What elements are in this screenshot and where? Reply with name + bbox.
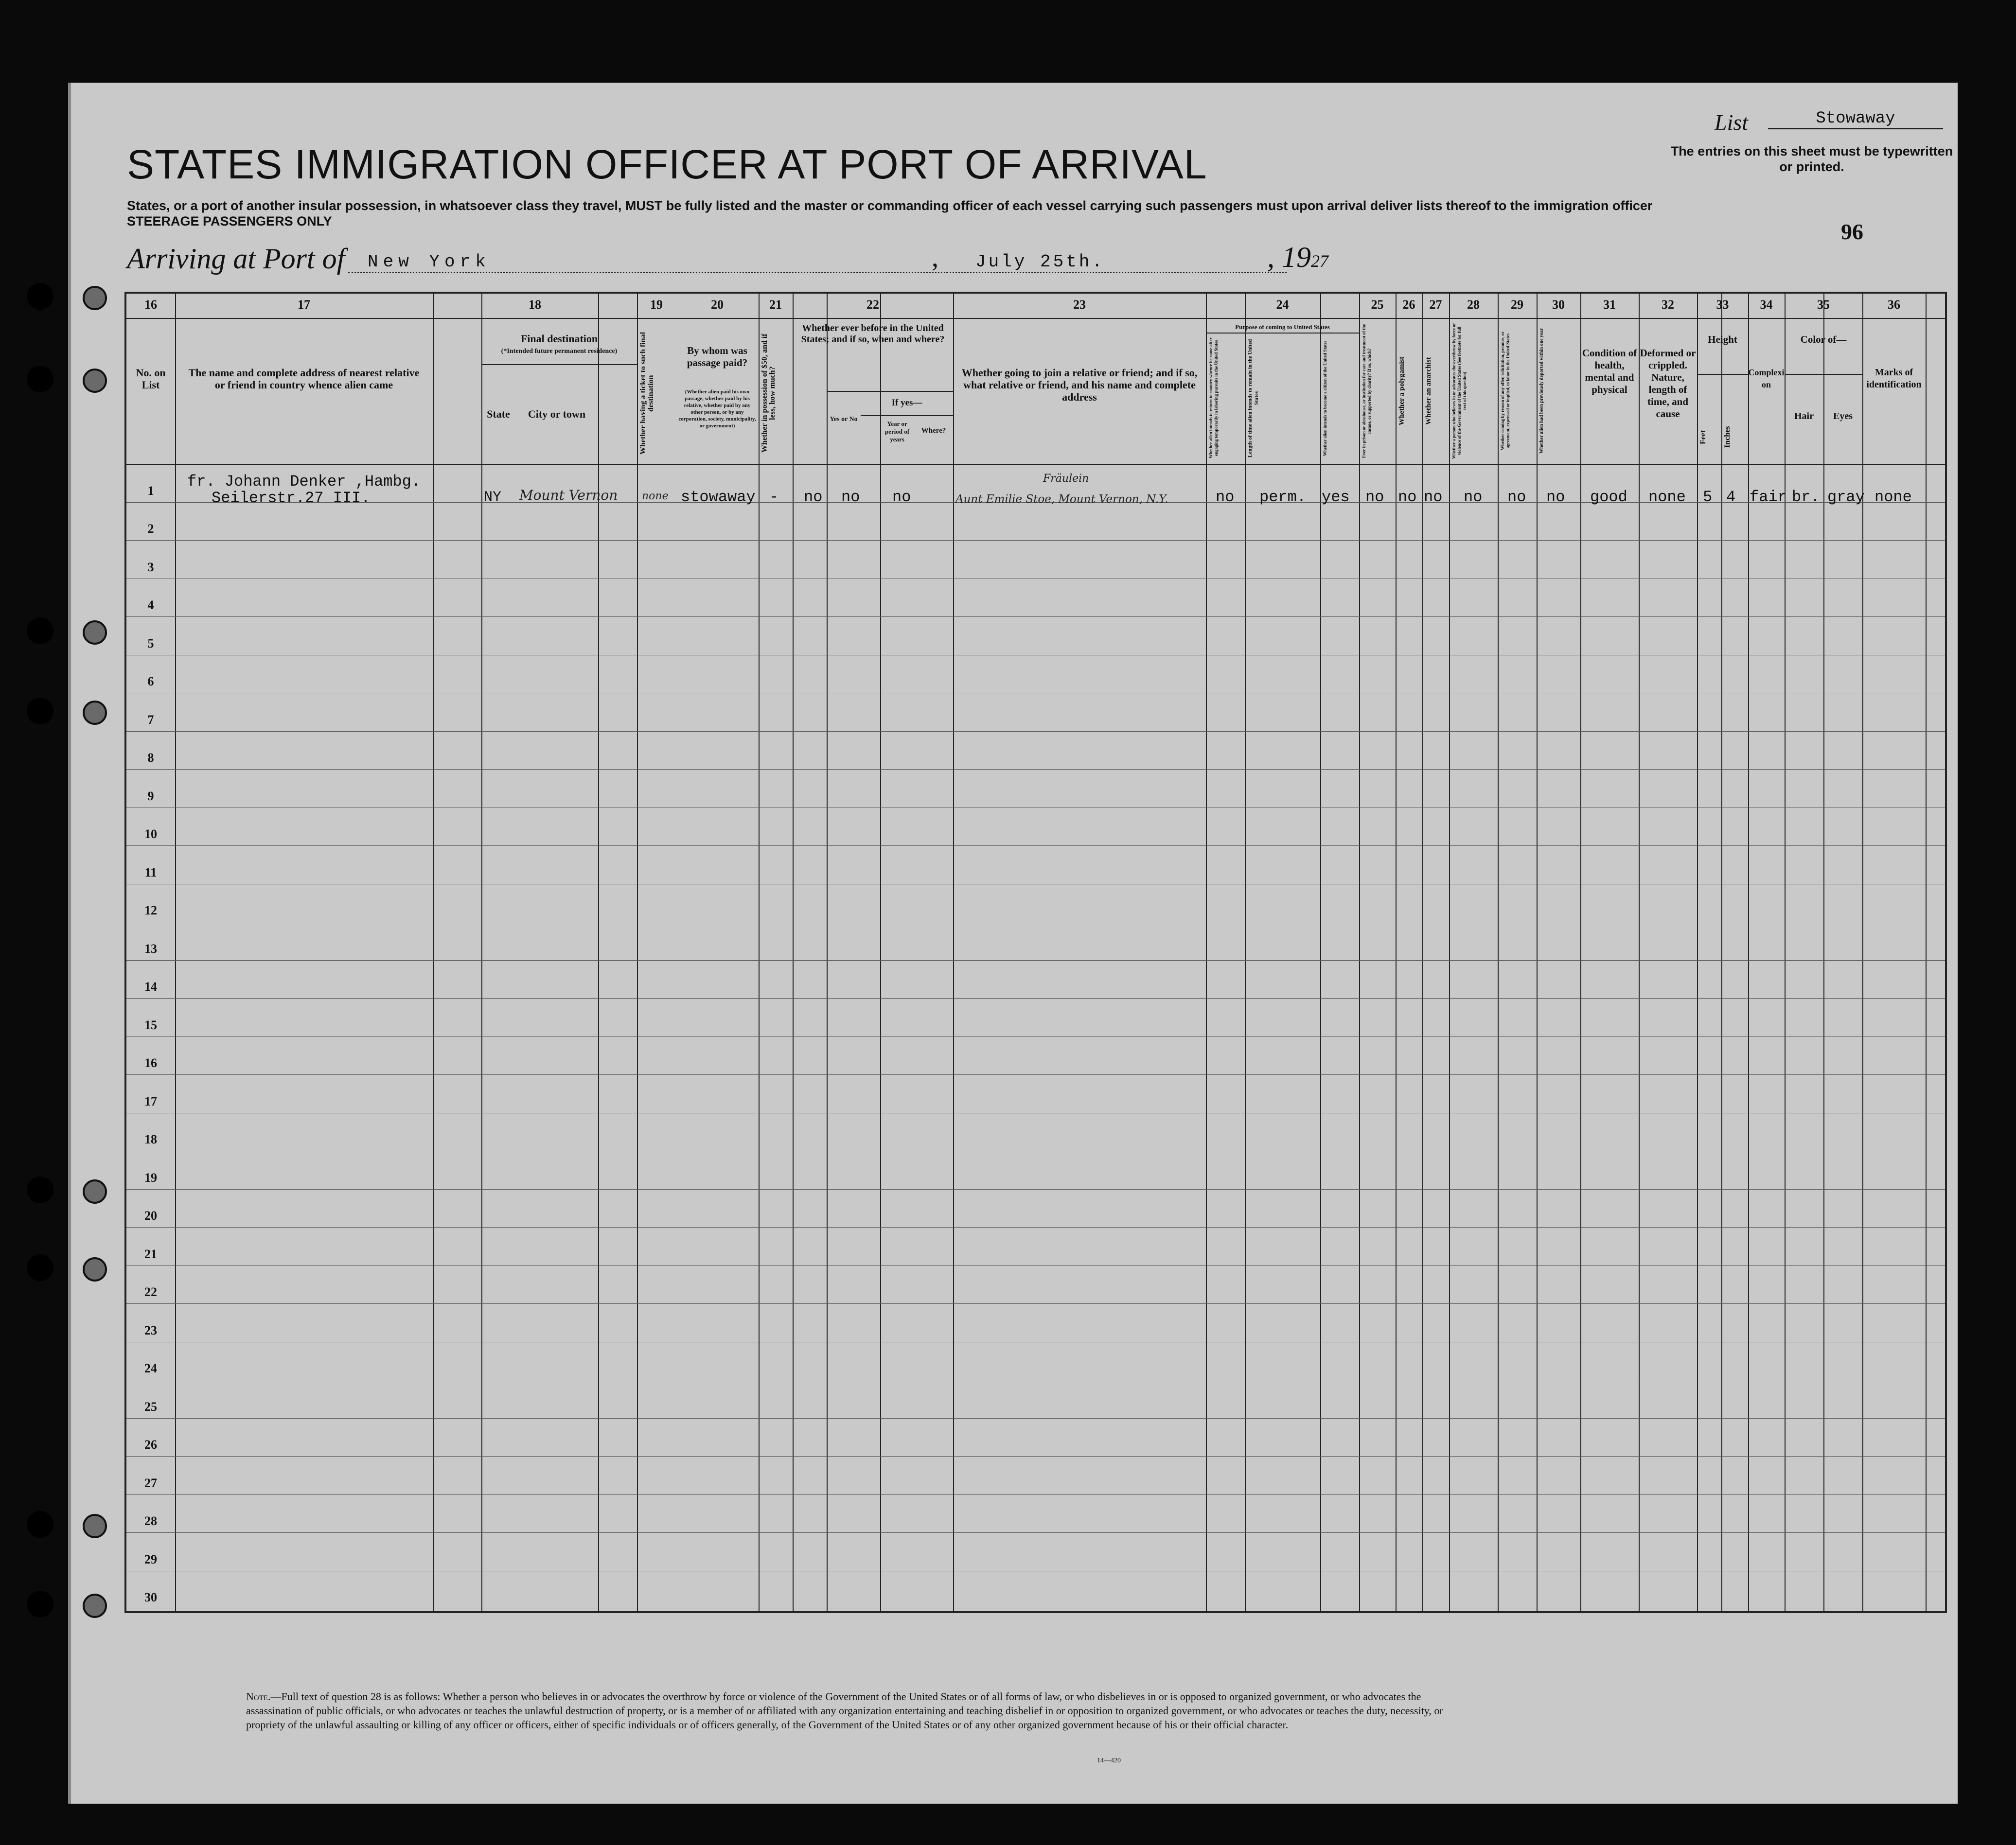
sheet-number: 96	[1841, 219, 1863, 244]
entry-relative-line1: fr. Johann Denker ,Hambg.	[187, 473, 421, 491]
colnum-21: 21	[769, 298, 782, 312]
header-anarchist: Whether an anarchist	[1425, 357, 1432, 425]
header-polygamist: Whether a polygamist	[1398, 356, 1406, 425]
header-passage-paid-note: (Whether alien paid his own passage, whether paid by his relative, whether paid by any other person, or by any corporation, society, municipality, or government)	[678, 389, 756, 429]
entry-marks: none	[1875, 488, 1912, 506]
colnum-19: 19	[650, 298, 663, 312]
col-divider	[1206, 294, 1207, 1611]
col-divider	[1823, 294, 1824, 1611]
header-yes-no: Yes or No	[830, 416, 858, 423]
col-divider	[1422, 294, 1423, 1611]
col-divider	[1580, 294, 1581, 1611]
colnum-29: 29	[1511, 298, 1523, 312]
colnum-25: 25	[1371, 298, 1384, 312]
row-number: 15	[144, 1018, 157, 1032]
header-q28: Whether a person who believes in or advocates the overthrow by force or violence of the Government of the United States (See footnote for full text of this question)	[1451, 323, 1467, 459]
footnote	[246, 1689, 1452, 1732]
colnum-27: 27	[1429, 298, 1442, 312]
row-number: 24	[144, 1361, 157, 1375]
row-number: 13	[144, 941, 157, 956]
port-value: New York	[348, 252, 951, 273]
row-number: 25	[144, 1399, 157, 1414]
entry-q29: no	[1507, 488, 1526, 506]
entry-before-yes-no: no	[804, 488, 823, 506]
footnote-label: Note.	[246, 1690, 271, 1703]
row-line	[126, 731, 1945, 732]
header-if-yes: If yes—	[891, 398, 922, 408]
list-instructions: The entries on this sheet must be typewritten or printed.	[1670, 144, 1953, 174]
separator-comma: ,	[932, 243, 938, 273]
header-feet: Feet	[1699, 430, 1707, 444]
header-purpose: Purpose of coming to United States	[1235, 323, 1330, 331]
header-join-relative: Whether going to join a relative or friend; and if so, what relative or friend, and his name and complete address	[961, 367, 1198, 403]
entry-hair: br.	[1792, 488, 1820, 506]
page-title: STATES IMMIGRATION OFFICER AT PORT OF ARRIVAL	[127, 141, 1207, 187]
colnum-24: 24	[1276, 298, 1289, 312]
instructions-text: States, or a port of another insular possession, in whatsoever class they travel, MUST be fully listed and the master or commanding officer of each vessel carrying such passengers must upon arrival deliver lists thereof to the immigration officer	[127, 198, 1653, 213]
header-prison: Ever in prison or almshouse, or institution for care and treatment of the insane, or supported by charity? If so, which?	[1362, 324, 1372, 458]
binder-hole	[27, 366, 53, 392]
binder-ring	[83, 369, 107, 393]
list-label: List	[1715, 110, 1749, 135]
header-complexion: Complexion	[1748, 368, 1785, 389]
colnum-31: 31	[1603, 298, 1616, 312]
row-line	[126, 540, 1945, 541]
row-number: 26	[144, 1438, 157, 1452]
row-number: 6	[147, 674, 154, 688]
header-ticket: Whether having a ticket to such final destination	[639, 332, 655, 455]
binder-ring	[83, 286, 107, 310]
row-number: 16	[144, 1056, 157, 1070]
header-before-in-us: Whether ever before in the United States; and if so, when and where?	[801, 323, 945, 345]
col-divider	[637, 294, 638, 1611]
entry-feet: 5	[1703, 488, 1713, 506]
header-marks: Marks of identification	[1866, 367, 1922, 390]
header-purpose-b: Length of time alien intends to remain in the United States	[1247, 339, 1259, 457]
entry-deformed: none	[1648, 488, 1686, 506]
col-divider	[1498, 294, 1499, 1611]
row-number: 23	[144, 1323, 157, 1337]
binder-hole	[27, 617, 53, 644]
entry-health: good	[1590, 488, 1627, 506]
col-divider	[827, 294, 828, 1611]
entry-q30: no	[1546, 488, 1565, 506]
col-divider	[175, 294, 176, 1611]
entry-passage-paid: stowaway	[681, 488, 756, 506]
row-line	[126, 1189, 1945, 1190]
entry-eyes: gray	[1827, 488, 1865, 506]
colnum-26: 26	[1402, 298, 1415, 312]
colnum-20: 20	[711, 298, 724, 312]
row-number: 27	[144, 1476, 157, 1490]
header-city: City or town	[528, 408, 586, 420]
binder-ring	[83, 620, 107, 645]
row-number: 10	[144, 827, 157, 841]
row-number: 8	[147, 751, 154, 765]
colnum-30: 30	[1552, 298, 1565, 312]
header-height: Height	[1708, 334, 1737, 345]
year-prefix: 19	[1282, 241, 1311, 273]
entry-before-year: no	[841, 488, 860, 506]
height-subheader-line	[1697, 374, 1748, 375]
col-divider	[433, 294, 434, 1611]
col-divider	[1537, 294, 1538, 1611]
header-q29: Whether coming by reason of any offer, solicitation, promise, or agreement, expressed or implied, to labor in the United States	[1500, 331, 1510, 451]
row-number: 14	[144, 980, 157, 994]
binder-hole	[27, 698, 53, 724]
entry-join-relative-note: Fräulein	[1043, 473, 1089, 485]
row-number: 3	[147, 560, 154, 574]
col-divider	[1320, 294, 1321, 1611]
row-number: 30	[144, 1590, 157, 1604]
header-color-of: Color of—	[1800, 334, 1847, 345]
binder-hole	[27, 1177, 53, 1203]
row-line	[126, 769, 1945, 770]
header-state: State	[487, 408, 510, 420]
entry-possession-50: -	[769, 488, 779, 506]
row-number: 11	[144, 865, 157, 879]
row-number: 17	[144, 1094, 157, 1108]
arrival-year: , 1927	[1267, 241, 1328, 273]
row-line	[126, 1456, 1945, 1457]
row-number: 21	[144, 1247, 157, 1261]
header-purpose-c: Whether alien intends to become a citizen of the United States	[1323, 340, 1327, 456]
colnum-23: 23	[1073, 298, 1086, 312]
row-line	[126, 845, 1945, 846]
color-subheader-line	[1785, 374, 1862, 375]
col-divider	[953, 294, 954, 1611]
header-final-destination-note: (*Intended future permanent residence)	[501, 348, 618, 355]
row-line	[126, 1532, 1945, 1533]
row-number: 1	[147, 483, 154, 498]
entry-relative-line2: Seilerstr.27 III.	[212, 489, 371, 507]
before-subheader-line	[827, 391, 953, 392]
col-divider	[1748, 294, 1749, 1611]
list-value: Stowaway	[1768, 109, 1943, 129]
binder-ring	[83, 1514, 107, 1538]
header-passage-paid: By whom was passage paid?	[687, 345, 748, 369]
arriving-label: Arriving at Port of	[127, 243, 345, 275]
colnum-18: 18	[529, 298, 541, 312]
col-divider	[759, 294, 760, 1611]
row-number: 28	[144, 1514, 157, 1528]
row-line	[126, 1265, 1945, 1266]
header-health: Condition of health, mental and physical	[1582, 347, 1637, 395]
row-line	[126, 1074, 1945, 1075]
header-q30: Whether alien had been previously deported within one year	[1539, 328, 1544, 454]
binder-ring	[83, 1594, 107, 1618]
header-year-period: Year or period of years	[884, 420, 910, 443]
year-suffix: 27	[1311, 251, 1328, 271]
binder-hole	[27, 1254, 53, 1281]
col-divider	[793, 294, 794, 1611]
row-line	[126, 1494, 1945, 1495]
entry-join-relative: Aunt Emilie Stoe, Mount Vernon, N.Y.	[955, 493, 1168, 506]
col-divider	[1449, 294, 1450, 1611]
row-number: 7	[147, 712, 154, 727]
entry-state: NY	[484, 489, 502, 506]
row-number: 2	[147, 522, 154, 536]
binder-hole	[27, 283, 53, 310]
footnote-text: —Full text of question 28 is as follows: Whether a person who believes in or advocates the overthrow by force or violence of the Government of the United States or of all forms of law, or who disbelieves in or is opposed to organized government, or who advocates the assassination of public officials, or who advocates or teaches the unlawful destruction of property, or is a member of or affiliated with any organization entertaining and teaching disbelief in or opposition to organized government, or who advocates or teaches the duty, necessity, or propriety of the unlawful assaulting or killing of any officer or officers, either of specific individuals or of officers generally, of the Government of the United States or of any other organized government because of his or their official character.	[246, 1690, 1443, 1731]
entry-purpose-c: yes	[1322, 488, 1350, 506]
header-relative-address: The name and complete address of nearest relative or friend in country whence alien came	[188, 367, 420, 391]
header-purpose-a: Whether alien intends to return to country whence he came after engaging temporarily in laboring pursuits in the United States	[1208, 337, 1219, 459]
entry-before-where: no	[892, 488, 911, 506]
header-where: Where?	[921, 427, 946, 435]
colnum-17: 17	[298, 298, 310, 312]
manifest-sheet	[68, 83, 1958, 1804]
entry-prison: no	[1365, 488, 1384, 506]
colnum-35: 35	[1817, 298, 1830, 312]
entry-anarchist: no	[1424, 488, 1443, 506]
row-number: 5	[147, 636, 154, 650]
header-deformed: Deformed or crippled. Nature, length of time, and cause	[1640, 347, 1696, 420]
colnum-36: 36	[1888, 298, 1900, 312]
dest-subheader-line	[481, 364, 637, 365]
header-possession-50: Whether in possession of $50, and if less, how much?	[760, 334, 777, 453]
row-number: 29	[144, 1552, 157, 1566]
steerage-label: STEERAGE PASSENGERS ONLY	[127, 214, 332, 228]
row-line	[126, 960, 1945, 961]
entry-purpose-b: perm.	[1259, 488, 1307, 506]
colnum-16: 16	[144, 298, 157, 312]
row-line	[126, 1418, 1945, 1419]
header-inches: Inches	[1723, 426, 1732, 448]
colnum-33: 33	[1716, 298, 1729, 312]
col-divider	[1639, 294, 1640, 1611]
entry-purpose-a: no	[1216, 488, 1235, 506]
colnum-34: 34	[1760, 298, 1773, 312]
form-number: 14—420	[1097, 1757, 1121, 1764]
entry-complexion: fair	[1750, 488, 1787, 506]
header-no-on-list: No. on List	[136, 367, 166, 391]
col-divider	[1697, 294, 1698, 1611]
col-divider	[880, 294, 881, 1611]
col-divider	[1396, 294, 1397, 1611]
row-line	[126, 1303, 1945, 1304]
col-divider	[1245, 294, 1246, 1611]
row-line	[126, 616, 1945, 617]
row-number: 4	[147, 598, 154, 612]
entry-q28: no	[1464, 488, 1483, 506]
row-number: 18	[144, 1132, 157, 1146]
binder-ring	[83, 1257, 107, 1282]
colnum-22: 22	[867, 298, 879, 312]
entry-ticket: none	[642, 490, 669, 502]
colnum-32: 32	[1662, 298, 1674, 312]
row-line	[126, 1227, 1945, 1228]
manifest-table	[124, 292, 1947, 1613]
entry-inches: 4	[1726, 488, 1736, 506]
binder-ring	[83, 1179, 107, 1204]
col-divider	[481, 294, 482, 1611]
header-final-destination: Final destination	[520, 333, 598, 345]
row-number: 22	[144, 1285, 157, 1299]
col-divider	[1926, 294, 1927, 1611]
entry-city: Mount Vernon	[519, 487, 618, 503]
entry-polygamist: no	[1398, 488, 1417, 506]
column-number-divider	[126, 318, 1945, 319]
binder-hole	[27, 1511, 53, 1538]
row-number: 12	[144, 903, 157, 917]
col-divider	[1359, 294, 1360, 1611]
header-eyes: Eyes	[1833, 411, 1853, 422]
colnum-28: 28	[1467, 298, 1480, 312]
row-number: 20	[144, 1209, 157, 1223]
col-divider	[1721, 294, 1722, 1611]
row-number: 19	[144, 1170, 157, 1185]
binder-ring	[83, 701, 107, 725]
arrival-date: July 25th.	[946, 252, 1287, 273]
row-line	[126, 998, 1945, 999]
binder-hole	[27, 1591, 53, 1617]
header-divider	[126, 464, 1945, 465]
row-number: 9	[147, 789, 154, 803]
header-hair: Hair	[1794, 411, 1814, 422]
ifyes-subheader-line	[861, 415, 953, 416]
